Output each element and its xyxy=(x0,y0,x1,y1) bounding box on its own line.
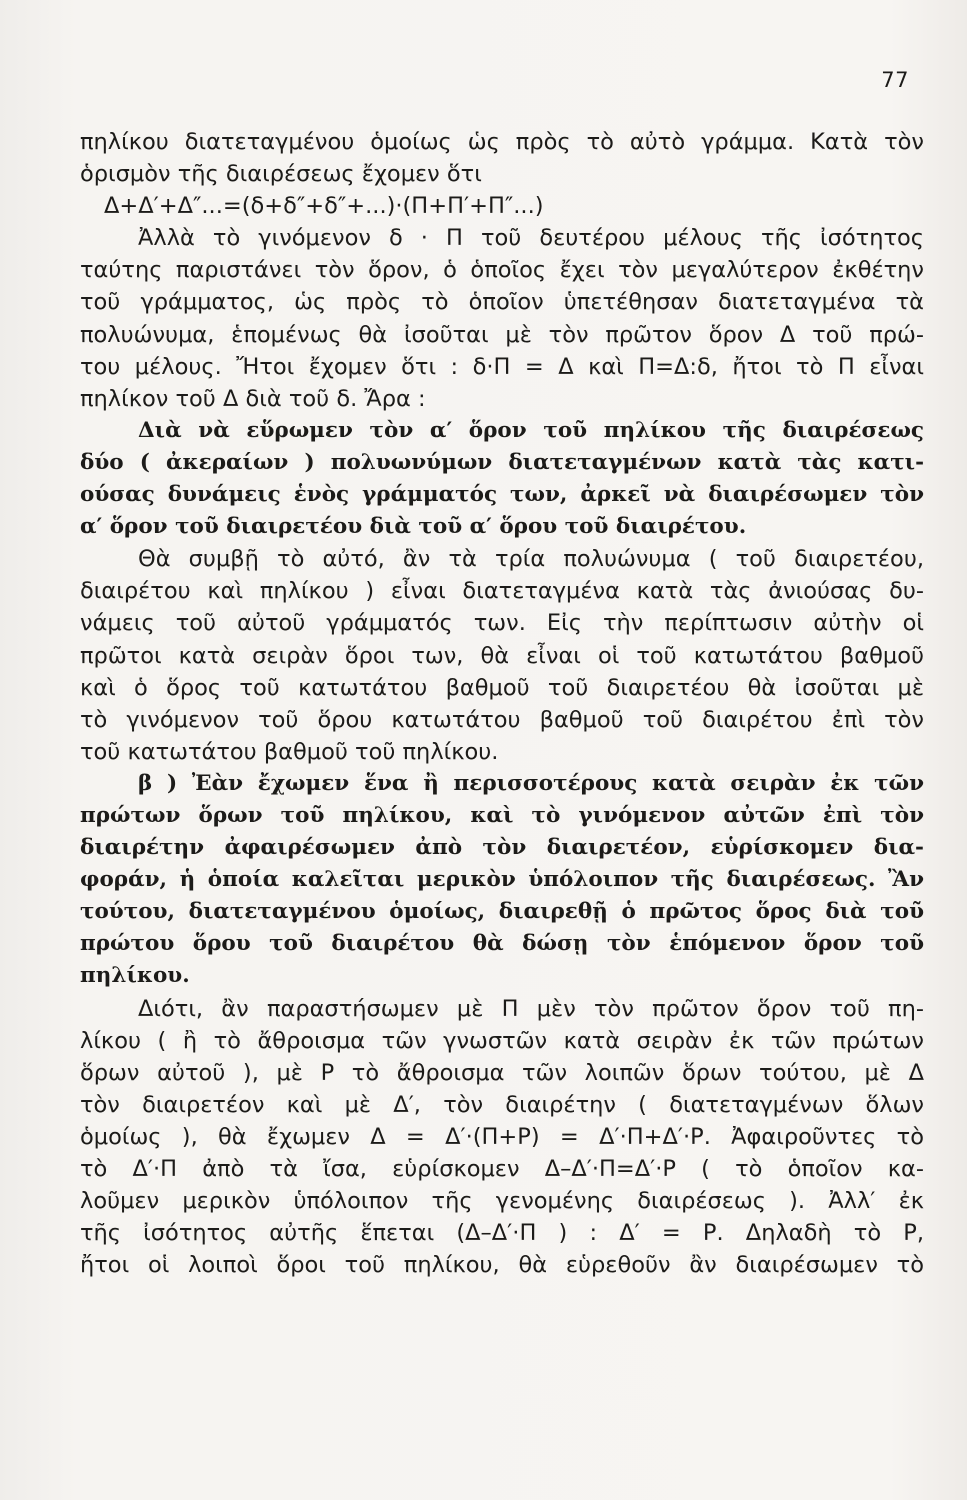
text-line: Διότι, ἂν παραστήσωμεν μὲ Π μὲν τὸν πρῶτον ὅρον τοῦ πη- xyxy=(138,995,924,1022)
text-line: Διὰ νὰ εὕρωμεν τὸν α′ ὅρον τοῦ πηλίκου τῆς διαιρέσεως xyxy=(138,417,924,443)
text-line: α′ ὅρον τοῦ διαιρετέου διὰ τοῦ α′ ὅρου τοῦ διαιρέτου. xyxy=(80,514,747,540)
text-line: πρῶτοι κατὰ σειρὰν ὅροι των, θὰ εἶναι οἱ τοῦ κατωτάτου βαθμοῦ xyxy=(80,642,924,669)
text-line: ταύτης παριστάνει τὸν ὅρον, ὁ ὁποῖος ἔχει τὸν μεγαλύτερον ἐκθέτην xyxy=(80,257,924,284)
text-line: Δ+Δ′+Δ″...=(δ+δ″+δ″+...)·(Π+Π′+Π″...) xyxy=(104,193,544,220)
text-line: β ) Ἐὰν ἔχωμεν ἕνα ἢ περισσοτέρους κατὰ σειρὰν ἐκ τῶν xyxy=(138,770,924,796)
text-line: διαιρέτην ἀφαιρέσωμεν ἀπὸ τὸν διαιρετέον, εὑρίσκομεν δια- xyxy=(80,835,924,861)
text-line: ὁρισμὸν τῆς διαιρέσεως ἔχομεν ὅτι xyxy=(80,161,482,188)
text-line: πρώτων ὅρων τοῦ πηλίκου, καὶ τὸ γινόμενον αὐτῶν ἐπὶ τὸν xyxy=(80,802,924,828)
text-line: του μέλους. Ἤτοι ἔχομεν ὅτι : δ·Π = Δ καὶ Π=Δ:δ, ἤτοι τὸ Π εἶναι xyxy=(80,353,924,380)
text-line: τῆς ἰσότητος αὐτῆς ἕπεται (Δ–Δ′·Π ) : Δ′ = Ρ. Δηλαδὴ τὸ Ρ, xyxy=(80,1220,924,1247)
text-line: πηλίκου διατεταγμένου ὁμοίως ὡς πρὸς τὸ αὐτὸ γράμμα. Κατὰ τὸν xyxy=(80,129,924,155)
text-line: διαιρέτου καὶ πηλίκου ) εἶναι διατεταγμένα κατὰ τὰς ἀνιούσας δυ- xyxy=(80,578,924,605)
text-line: ούσας δυνάμεις ἑνὸς γράμματός των, ἀρκεῖ νὰ διαιρέσωμεν τὸν xyxy=(80,482,924,508)
body-text xyxy=(80,126,924,1281)
text-line: φοράν, ἡ ὁποία καλεῖται μερικὸν ὑπόλοιπον τῆς διαιρέσεως. Ἂν xyxy=(80,867,924,893)
text-line: νάμεις τοῦ αὐτοῦ γράμματός των. Εἰς τὴν περίπτωσιν αὐτὴν οἱ xyxy=(80,610,924,637)
text-line: τούτου, διατεταγμένου ὁμοίως, διαιρεθῇ ὁ πρῶτος ὅρος διὰ τοῦ xyxy=(80,899,924,925)
text-line: τοῦ κατωτάτου βαθμοῦ τοῦ πηλίκου. xyxy=(80,738,499,765)
text-line: Ἀλλὰ τὸ γινόμενον δ · Π τοῦ δευτέρου μέλους τῆς ἰσότητος xyxy=(138,225,924,252)
page-number: 77 xyxy=(881,68,909,92)
text-line: πηλίκου. xyxy=(80,963,190,989)
text-line: ὅρων αὐτοῦ ), μὲ Ρ τὸ ἄθροισμα τῶν λοιπῶν ὅρων τούτου, μὲ Δ xyxy=(80,1059,924,1086)
text-line: τὸ Δ′·Π ἀπὸ τὰ ἴσα, εὑρίσκομεν Δ–Δ′·Π=Δ′·Ρ ( τὸ ὁποῖον κα- xyxy=(80,1156,924,1182)
text-line: λίκου ( ἢ τὸ ἄθροισμα τῶν γνωστῶν κατὰ σειρὰν ἐκ τῶν πρώτων xyxy=(80,1027,924,1054)
text-line: Θὰ συμβῇ τὸ αὐτό, ἂν τὰ τρία πολυώνυμα ( τοῦ διαιρετέου, xyxy=(138,546,924,573)
text-line: τὸ γινόμενον τοῦ ὅρου κατωτάτου βαθμοῦ τοῦ διαιρέτου ἐπὶ τὸν xyxy=(80,706,924,733)
text-line: τὸν διαιρετέον καὶ μὲ Δ′, τὸν διαιρέτην ( διατεταγμένων ὅλων xyxy=(80,1091,924,1118)
text-line: λοῦμεν μερικὸν ὑπόλοιπον τῆς γενομένης διαιρέσεως ). Ἀλλ′ ἐκ xyxy=(80,1188,924,1215)
text-line: πρώτου ὅρου τοῦ διαιρέτου θὰ δώσῃ τὸν ἑπόμενον ὅρον τοῦ xyxy=(80,931,924,957)
text-line: πηλίκον τοῦ Δ διὰ τοῦ δ. Ἄρα : xyxy=(80,385,426,412)
text-line: καὶ ὁ ὅρος τοῦ κατωτάτου βαθμοῦ τοῦ διαιρετέου θὰ ἰσοῦται μὲ xyxy=(80,674,924,701)
text-line: ὁμοίως ), θὰ ἔχωμεν Δ = Δ′·(Π+Ρ) = Δ′·Π+Δ′·Ρ. Ἀφαιροῦντες τὸ xyxy=(80,1123,924,1150)
text-line: τοῦ γράμματος, ὡς πρὸς τὸ ὁποῖον ὑπετέθησαν διατεταγμένα τὰ xyxy=(80,289,924,316)
text-line: ἤτοι οἱ λοιποὶ ὅροι τοῦ πηλίκου, θὰ εὑρεθοῦν ἂν διαιρέσωμεν τὸ xyxy=(80,1252,924,1279)
text-line: πολυώνυμα, ἑπομένως θὰ ἰσοῦται μὲ τὸν πρῶτον ὅρον Δ τοῦ πρώ- xyxy=(80,321,924,348)
text-line: δύο ( ἀκεραίων ) πολυωνύμων διατεταγμένων κατὰ τὰς κατι- xyxy=(80,449,924,475)
